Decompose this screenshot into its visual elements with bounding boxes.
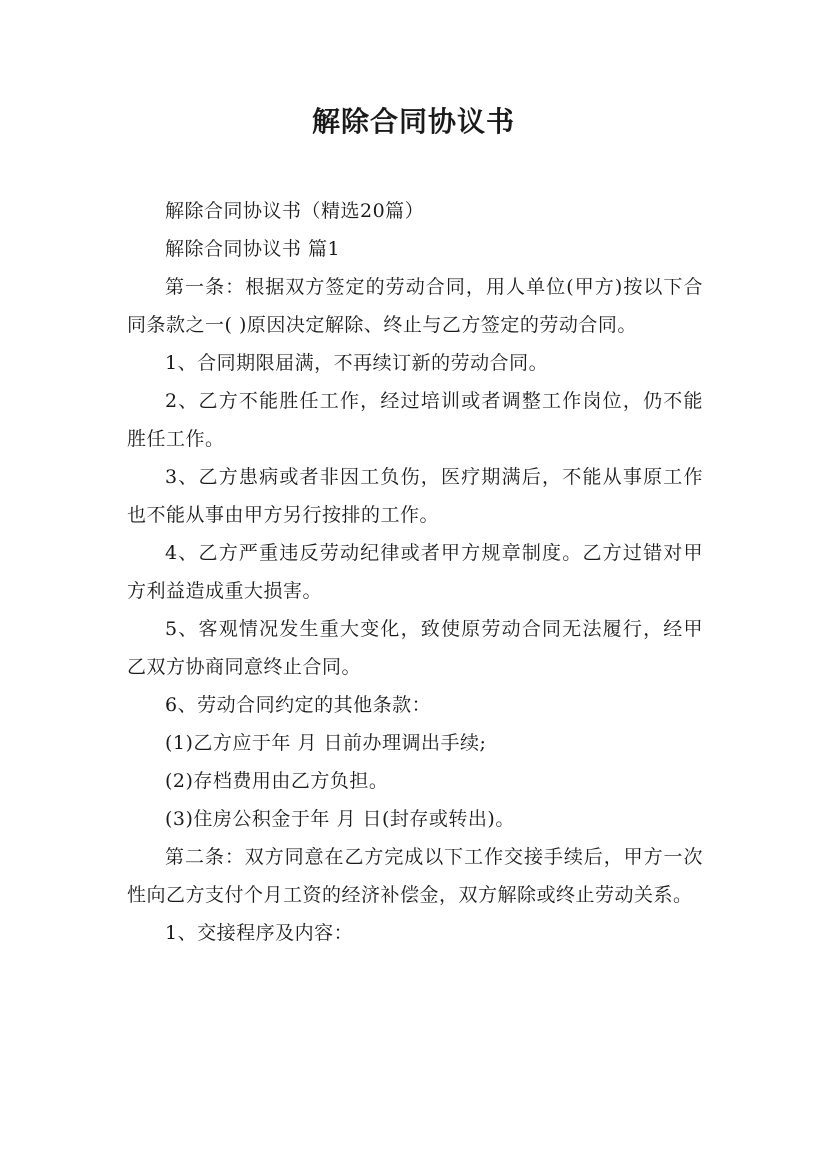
paragraph-item-4: 4、乙方严重违反劳动纪律或者甲方规章制度。乙方过错对甲方利益造成重大损害。 — [127, 542, 703, 602]
paragraph-subitem-3: (3)住房公积金于年 月 日(封存或转出)。 — [165, 808, 515, 830]
paragraph-item-6: 6、劳动合同约定的其他条款： — [165, 694, 432, 716]
paragraph-handover-item-1: 1、交接程序及内容： — [165, 922, 354, 944]
document-body — [127, 192, 703, 952]
paragraph-item-2: 2、乙方不能胜任工作，经过培训或者调整工作岗位，仍不能胜任工作。 — [127, 390, 703, 450]
paragraph-item-3: 3、乙方患病或者非因工负伤，医疗期满后，不能从事原工作也不能从事由甲方另行按排的工作。 — [127, 466, 703, 526]
paragraph-section-heading: 解除合同协议书 篇1 — [165, 238, 341, 260]
paragraph-item-1: 1、合同期限届满，不再续订新的劳动合同。 — [165, 352, 549, 374]
paragraph-item-5: 5、客观情况发生重大变化，致使原劳动合同无法履行，经甲乙双方协商同意终止合同。 — [127, 618, 703, 678]
paragraph-subitem-1: (1)乙方应于年 月 日前办理调出手续; — [165, 732, 487, 754]
paragraph-subitem-2: (2)存档费用由乙方负担。 — [165, 770, 389, 792]
paragraph-article-1: 第一条：根据双方签定的劳动合同，用人单位(甲方)按以下合同条款之一( )原因决定解除、终止与乙方签定的劳动合同。 — [127, 276, 703, 336]
paragraph-collection-heading: 解除合同协议书（精选20篇） — [165, 200, 425, 222]
paragraph-article-2: 第二条：双方同意在乙方完成以下工作交接手续后，甲方一次性向乙方支付个月工资的经济补偿金，双方解除或终止劳动关系。 — [127, 846, 703, 906]
document-title: 解除合同协议书 — [311, 105, 515, 138]
